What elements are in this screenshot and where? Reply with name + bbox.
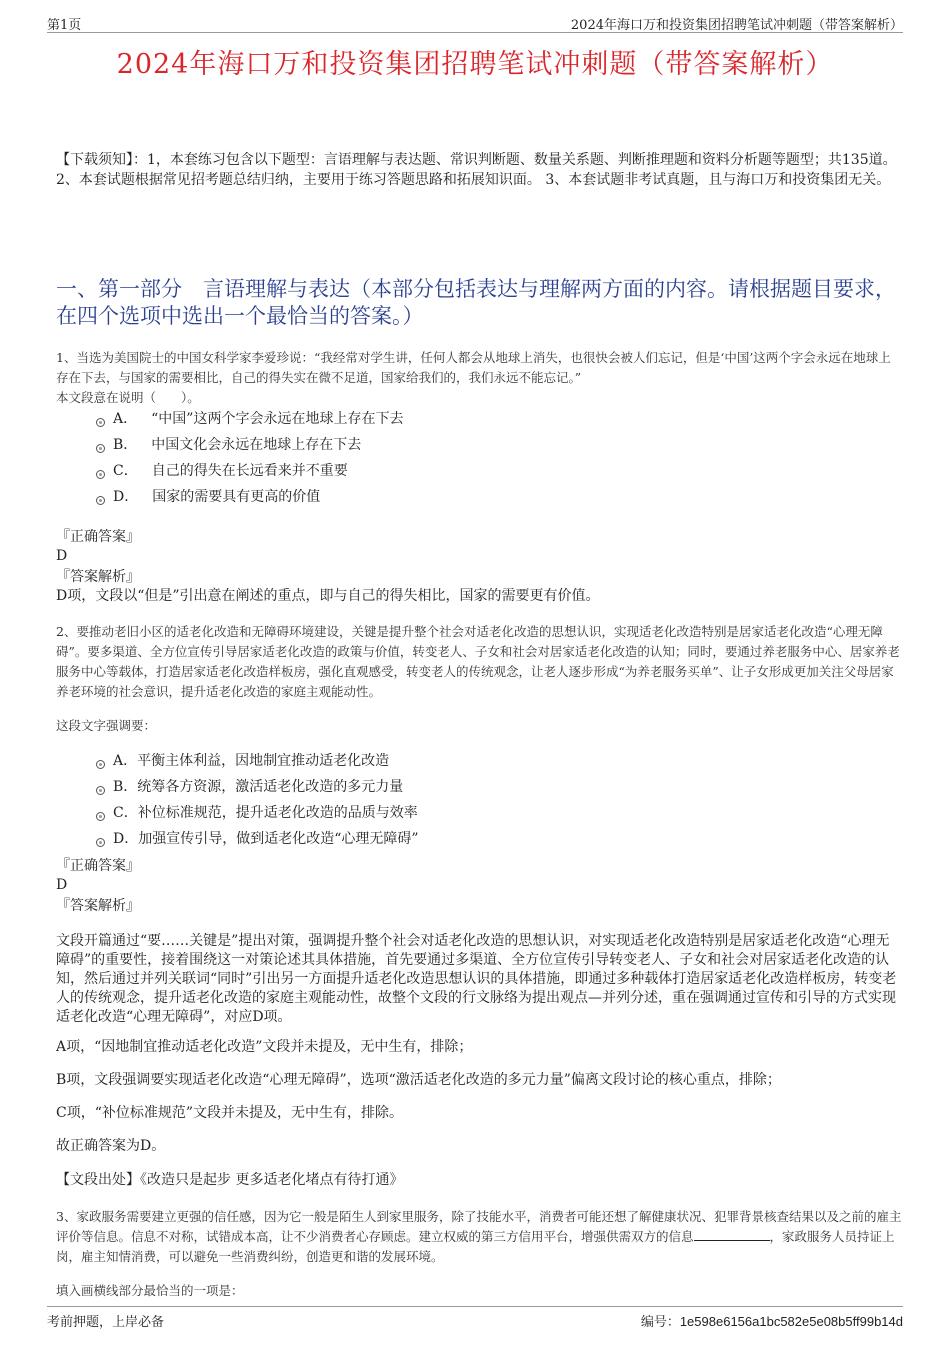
footer-slogan: 考前押题，上岸必备 [47, 1315, 165, 1330]
question-3-prompt: 填入画横线部分最恰当的一项是： [56, 1283, 244, 1298]
page-header [47, 10, 903, 33]
answer-value: D [56, 548, 68, 564]
answer-value: D [56, 877, 68, 893]
radio-icon[interactable] [96, 786, 105, 795]
option-c[interactable]: C． 自己的得失在长远看来并不重要 [96, 458, 403, 484]
option-d[interactable]: D． 加强宣传引导，做到适老化改造“心理无障碍” [96, 826, 419, 852]
question-1-prompt: 本文段意在说明（ ）。 [56, 390, 200, 405]
radio-icon[interactable] [96, 470, 105, 479]
question-2-stem: 2、要推动老旧小区的适老化改造和无障碍环境建设，关键是提升整个社会对适老化改造的思想认识，实现适老化改造特别是居家适老化改造“心理无障碍”。要多渠道、全方位宣传引导居家适老化改造的政策与价值，转变老人、子女和社会对居家适老化改造的认知；同时，要通过养老服务中心、居家养老服务中心等载体，打造居家适老化改造样板房，强化直观感受，转变老人的传统观念，让老人逐步形成“为养老服务买单”、让子女形成更加关注父母居家养老环境的社会意识，提升适老化改造的家庭主观能动性。 [56, 624, 900, 699]
radio-icon[interactable] [96, 812, 105, 821]
analysis-label: 『答案解析』 [56, 569, 140, 585]
analysis-label: 『答案解析』 [56, 898, 140, 914]
option-b[interactable]: B． 统筹各方资源，激活适老化改造的多元力量 [96, 774, 419, 800]
page-number: 第1页 [47, 18, 82, 33]
option-c[interactable]: C． 补位标准规范，提升适老化改造的品质与效率 [96, 800, 419, 826]
radio-icon[interactable] [96, 496, 105, 505]
page-footer [47, 1306, 903, 1329]
section-heading: 一、第一部分 言语理解与表达（本部分包括表达与理解两方面的内容。请根据题目要求，在四个选项中选出一个最恰当的答案。） [56, 277, 896, 328]
answer-label: 『正确答案』 [56, 858, 140, 874]
option-d[interactable]: D． 国家的需要具有更高的价值 [96, 484, 403, 510]
conclusion: 故正确答案为D。 [56, 1138, 166, 1154]
option-c-note: C项，“补位标准规范”文段并未提及，无中生有，排除。 [56, 1105, 404, 1121]
radio-icon[interactable] [96, 760, 105, 769]
option-a[interactable]: A． 平衡主体利益，因地制宜推动适老化改造 [96, 748, 419, 774]
doc-code: 编号：1e598e6156a1bc582e5e08b5ff99b14d [640, 1314, 903, 1330]
analysis-text: 文段开篇通过“要……关键是”提出对策，强调提升整个社会对适老化改造的思想认识，对实现适老化改造特别是居家适老化改造“心理无障碍”的重要性，接着围绕这一对策论述其具体措施，首先要通过多渠道、全方位宣传引导转变老人、子女和社会对居家适老化改造的认知，然后通过并列关联词“同时”引出另一方面提升适老化改造思想认识的具体措施，即通过多种载体打造居家适老化改造样板房，转变老人的传统观念，提升适老化改造的家庭主观能动性，故整个文段的行文脉络为提出观点—并列分述，重在强调通过宣传和引导的方式实现适老化改造“心理无障碍”，对应D项。 [56, 933, 897, 1025]
question-1-options [96, 406, 403, 510]
radio-icon[interactable] [96, 444, 105, 453]
option-b-note: B项，文段强调要实现适老化改造“心理无障碍”，选项“激活适老化改造的多元力量”偏离文段讨论的核心重点，排除； [56, 1072, 781, 1088]
answer-label: 『正确答案』 [56, 529, 140, 545]
question-2-options [96, 748, 419, 852]
radio-icon[interactable] [96, 418, 105, 427]
fill-blank [694, 1228, 770, 1241]
option-a-note: A项，“因地制宜推动适老化改造”文段并未提及，无中生有，排除； [56, 1039, 473, 1055]
document-title: 2024年海口万和投资集团招聘笔试冲刺题（带答案解析） [116, 49, 834, 80]
download-notice: 【下载须知】：1，本套练习包含以下题型：言语理解与表达题、常识判断题、数量关系题、判断推理题和资料分析题等题型；共135道。 2、本套试题根据常见招考题总结归纳，主要用于练习答题思路和拓展知识面。 3、本套试题非考试真题，且与海口万和投资集团无关。 [56, 152, 897, 188]
question-3-stem: 3、家政服务需要建立更强的信任感，因为它一般是陌生人到家里服务，除了技能水平，消费者可能还想了解健康状况、犯罪背景核查结果以及之前的雇主评价等信息。信息不对称，试错成本高，让不少消费者心存顾虑。建立权威的第三方信用平台，增强供需双方的信息 ，家政服务人员持证上岗，雇主知情消费，可以避免一些消费纠纷，创造更和谐的发展环境。 [56, 1209, 902, 1264]
option-b[interactable]: B． 中国文化会永远在地球上存在下去 [96, 432, 403, 458]
source-citation: 【文段出处】《改造只是起步 更多适老化堵点有待打通》 [56, 1172, 404, 1188]
question-2-prompt: 这段文字强调要： [56, 718, 157, 733]
header-doc-title: 2024年海口万和投资集团招聘笔试冲刺题（带答案解析） [570, 18, 903, 33]
option-a[interactable]: A． “中国”这两个字会永远在地球上存在下去 [96, 406, 403, 432]
radio-icon[interactable] [96, 838, 105, 847]
analysis-text: D项，文段以“但是”引出意在阐述的重点，即与自己的得失相比，国家的需要更有价值。 [56, 588, 600, 604]
question-1-stem: 1、当选为美国院士的中国女科学家李爱珍说：“我经常对学生讲，任何人都会从地球上消失，也很快会被人们忘记，但是‘中国’这两个字会永远在地球上存在下去，与国家的需要相比，自己的得失实在微不足道，国家给我们的，我们永远不能忘记。” [56, 350, 891, 385]
